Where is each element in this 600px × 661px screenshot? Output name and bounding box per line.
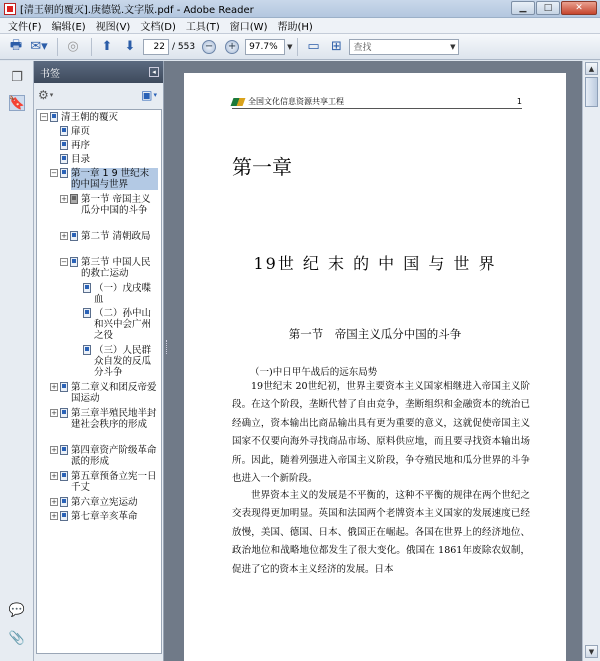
menu-tools[interactable]: 工具(T) <box>185 22 220 33</box>
menu-help[interactable]: 帮助(H) <box>277 22 313 33</box>
email-icon[interactable]: ✉▾ <box>30 39 48 54</box>
bookmark-icon <box>60 408 68 418</box>
collapse-icon[interactable]: − <box>41 113 47 121</box>
window-controls <box>511 1 597 15</box>
expand-icon[interactable]: + <box>51 446 57 454</box>
expand-icon[interactable]: + <box>51 498 57 506</box>
adobe-reader-icon <box>4 3 16 15</box>
bookmark-icon <box>70 194 78 204</box>
fit-width-icon[interactable]: ⊞ <box>331 39 342 54</box>
search-placeholder: 查找 <box>353 43 372 53</box>
bookmark-item[interactable]: （三）人民群众自发的反瓜分斗争 <box>83 345 159 378</box>
vertical-scrollbar[interactable] <box>582 61 600 661</box>
bookmarks-icon[interactable]: 🔖 <box>8 95 26 111</box>
subsection-heading: （一)中日甲午战后的远东局势 <box>250 367 378 378</box>
open-icon[interactable]: ◎ <box>67 39 79 54</box>
bookmark-icon <box>60 126 68 136</box>
section-title: 第一节 帝国主义瓜分中国的斗争 <box>288 327 462 341</box>
chapter-title: 19世 纪 末 的 中 国 与 世 界 <box>253 254 497 273</box>
expand-icon[interactable]: + <box>51 512 57 520</box>
bookmark-item[interactable]: （一）戊戌喋血 <box>83 283 159 305</box>
title-bar <box>0 0 600 18</box>
zoom-out-icon[interactable]: − <box>199 37 219 57</box>
chapter-heading: 第一章 <box>232 155 292 179</box>
menu-document[interactable]: 文档(D) <box>140 22 176 33</box>
toolbar-divider <box>297 38 298 56</box>
zoom-in-icon[interactable]: + <box>222 37 242 57</box>
bookmark-item[interactable]: （二）孙中山和兴中会广州之役 <box>83 308 159 341</box>
splitter-grip <box>166 340 168 354</box>
bookmark-icon <box>60 382 68 392</box>
close-button[interactable]: ✕ <box>561 1 597 15</box>
bookmark-item[interactable]: + 第六章立宪运动 <box>51 497 138 508</box>
bookmark-icon <box>70 257 78 267</box>
bookmark-item[interactable]: 扉页 <box>60 126 90 137</box>
panel-splitter[interactable] <box>164 61 172 661</box>
expand-icon[interactable]: + <box>51 472 57 480</box>
page-header-number: 1 <box>516 97 522 106</box>
bookmark-icon <box>60 168 68 178</box>
bookmark-item[interactable]: + 第五章预备立宪一日千丈 <box>51 471 157 493</box>
bookmark-icon <box>83 345 91 355</box>
bookmark-icon <box>60 154 68 164</box>
scroll-down-icon[interactable]: ▼ <box>585 645 598 658</box>
bookmark-icon <box>60 497 68 507</box>
menu-window[interactable]: 窗口(W) <box>229 22 268 33</box>
bookmark-item-selected[interactable]: − 第一章 1 9 世纪末的中国与世界 <box>50 168 158 190</box>
page-header-left <box>232 96 344 107</box>
bookmark-icon <box>60 445 68 455</box>
bookmarks-toolbar <box>34 83 163 107</box>
bookmark-icon <box>70 231 78 241</box>
menu-file[interactable]: 文件(F) <box>8 22 42 33</box>
new-bookmark-icon[interactable]: ▣ ▾ <box>141 88 157 102</box>
toolbar <box>0 34 600 60</box>
page-header-text: 全国文化信息资源共享工程 <box>248 97 344 106</box>
bookmark-icon <box>83 308 91 318</box>
page-number-input[interactable]: 22 <box>143 39 169 55</box>
bookmark-item[interactable]: + 第一节 帝国主义瓜分中国的斗争 <box>61 194 151 216</box>
menu-bar <box>0 18 600 34</box>
bookmark-item[interactable]: − 第三节 中国人民的救亡运动 <box>61 257 151 279</box>
culture-project-logo <box>231 98 246 106</box>
expand-icon[interactable]: + <box>61 232 67 240</box>
scroll-thumb[interactable] <box>585 77 598 107</box>
bookmark-icon <box>83 283 91 293</box>
expand-icon[interactable]: + <box>51 383 57 391</box>
options-gear-icon[interactable]: ⚙ ▾ <box>38 88 54 102</box>
bookmarks-title: 书签 <box>40 68 60 80</box>
bookmarks-header <box>34 61 163 83</box>
attachments-icon[interactable]: 📎 <box>8 630 26 646</box>
search-input[interactable] <box>349 39 459 55</box>
bookmark-icon <box>60 471 68 481</box>
zoom-value: 97.7% <box>249 41 278 52</box>
expand-icon[interactable]: + <box>61 195 67 203</box>
maximize-button[interactable]: □ <box>536 1 560 15</box>
bookmark-item[interactable]: − 清王朝的覆灭 <box>41 112 119 123</box>
collapse-icon[interactable]: − <box>61 258 67 266</box>
page-header <box>232 95 522 109</box>
bookmark-tree <box>36 109 162 654</box>
toolbar-divider <box>57 38 58 56</box>
toolbar-divider <box>91 38 92 56</box>
bookmark-item[interactable]: + 第二节 清朝政局 <box>61 231 151 242</box>
document-view <box>172 61 582 661</box>
comments-icon[interactable]: 💬 <box>8 602 26 618</box>
collapse-icon[interactable]: − <box>51 169 57 177</box>
bookmark-item[interactable]: 再序 <box>60 140 90 151</box>
bookmarks-panel <box>34 61 164 661</box>
menu-edit[interactable]: 编辑(E) <box>51 22 86 33</box>
chevron-down-icon[interactable]: ▼ <box>450 42 456 51</box>
body-paragraph: 世界资本主义的发展是不平衡的，这种不平衡的规律在两个世纪之交表现得更加明显。英国和法国两个老牌资本主义国家的发展速度已经放慢，美国、德国、日本、俄国正在崛起。各国在世界上的经济地位、政治地位和战略地位都发生了很大变化。俄国在 1861年废除农奴制，促进了它的资本主义经济的发展。日本 <box>232 490 530 575</box>
bookmark-icon <box>60 511 68 521</box>
pdf-page <box>184 73 566 661</box>
page-total: / 553 <box>172 41 196 52</box>
expand-icon[interactable]: + <box>51 409 57 417</box>
chevron-down-icon[interactable]: ▼ <box>287 42 293 51</box>
menu-view[interactable]: 视图(V) <box>95 22 131 33</box>
bookmark-item[interactable]: 目录 <box>60 154 90 165</box>
scroll-up-icon[interactable]: ▲ <box>585 62 598 75</box>
minimize-button[interactable]: ▁ <box>511 1 535 15</box>
bookmark-item[interactable]: + 第二章义和团反帝爱国运动 <box>51 382 157 404</box>
pages-icon[interactable]: ❐ <box>11 69 23 85</box>
bookmark-item[interactable]: + 第三章半殖民地半封建社会秩序的形成 <box>51 408 157 430</box>
bookmark-icon <box>60 140 68 150</box>
bookmark-item[interactable]: + 第四章资产阶级革命派的形成 <box>51 445 157 467</box>
body-paragraph: 19世纪末 20世纪初，世界主要资本主义国家相继进入帝国主义阶段。在这个阶段，垄断代替了自由竞争，垄断组织和金融资本的统治已经确立，资本输出比商品输出具有更为重要的意义，这就促使帝国主义国家不仅要向海外寻找商品市场、原料供应地，而且要寻找资本输出场所。因此，随着列强进入帝国主义阶段，争夺殖民地和瓜分世界的斗争也进入一个新阶段。 <box>232 381 530 485</box>
print-icon[interactable]: 🖶 <box>9 37 23 53</box>
zoom-input[interactable] <box>245 39 285 55</box>
prev-page-icon[interactable]: ⬆ <box>101 39 113 54</box>
close-panel-icon[interactable]: ◂ <box>149 67 159 77</box>
navigation-pane <box>0 61 34 661</box>
window-title: [清王朝的覆灭].庚德锐.文字版.pdf - Adobe Reader <box>20 5 254 16</box>
bookmark-icon <box>50 112 58 122</box>
bookmark-item[interactable]: + 第七章辛亥革命 <box>51 511 138 522</box>
fit-page-icon[interactable]: ▭ <box>307 39 320 54</box>
next-page-icon[interactable]: ⬇ <box>124 39 136 54</box>
